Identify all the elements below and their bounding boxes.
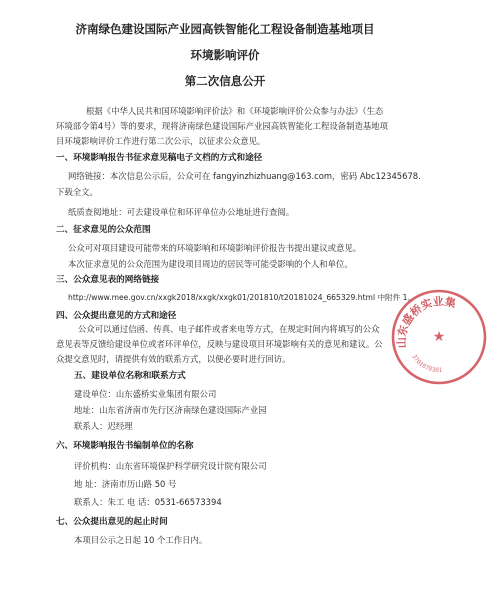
construction-unit: 建设单位：山东盛桥实业集团有限公司 <box>74 389 217 399</box>
assessment-unit: 评价机构：山东省环境保护科学研究设计院有限公司 <box>74 461 267 471</box>
online-access-text: 网络链接：本次信息公示后，公众可在 fangyinzhizhuang@163.com，密码 Abc12345678. <box>68 171 421 181</box>
public-scope-text: 公众可对项目建设可能带来的环境影响和环境影响评价报告书提出建议或意见。 <box>68 243 362 253</box>
feedback-methods-paragraph: 公众可以通过信函、传真、电子邮件或者来电等方式，在规定时间内将填写的公众意见表等反馈给建设单位或者环评单位，反映与建设项目环境影响有关的意见和建议。公众提交意见时，请提供有效的联系方式，以便必要时进行回访。 <box>56 324 383 364</box>
seal-star-icon: ★ <box>432 329 446 345</box>
public-scope-detail: 本次征求意见的公众范围为建设项目周边的居民等可能受影响的个人和单位。 <box>68 259 353 269</box>
seal-text: 山东盛桥实业集 <box>395 294 458 349</box>
section-6-heading: 六、环境影响报告书编制单位的名称 <box>56 441 194 451</box>
construction-unit-contact: 联系人：迟经理 <box>74 421 133 431</box>
paper-access-text: 纸质查阅地址：可去建设单位和环评单位办公地址进行查阅。 <box>68 207 295 217</box>
document-subtitle: 环境影响评价 <box>190 48 260 62</box>
section-2-heading: 二、征求意见的公众范围 <box>56 225 151 235</box>
section-4-heading: 四、公众提出意见的方式和途径 <box>56 311 177 321</box>
assessment-unit-contact: 联系人：朱工 电 话：0531-66573394 <box>74 497 222 507</box>
section-5-heading: 五、建设单位名称和联系方式 <box>74 371 186 381</box>
document-title: 济南绿色建设国际产业园高铁智能化工程设备制造基地项目 <box>75 22 375 36</box>
document-notice-title: 第二次信息公开 <box>184 74 266 88</box>
opinion-form-link[interactable]: http://www.mee.gov.cn/xxgk2018/xxgk/xxgk01/201810/t20181024_665329.html 中附件 1。 <box>68 293 416 302</box>
seal-ring <box>393 291 485 383</box>
download-text: 下载全文。 <box>56 187 98 197</box>
section-7-heading: 七、公众提出意见的起止时间 <box>56 517 168 527</box>
section-3-heading: 三、公众意见表的网络链接 <box>56 275 160 285</box>
comment-period-text: 本项目公示之日起 10 个工作日内。 <box>74 535 208 545</box>
section-1-heading: 一、环境影响报告书征求意见稿电子文档的方式和途径 <box>56 153 263 163</box>
seal-number: 3701078301 <box>410 353 443 375</box>
assessment-unit-address: 地 址：济南市历山路 50 号 <box>74 479 177 489</box>
intro-paragraph: 根据《中华人民共和国环境影响评价法》和《环境影响评价公众参与办法》（生态环境部令第4号）等的要求，现将济南绿色建设国际产业园高铁智能化工程设备制造基地项目环境影响评价工作进行第二次公示，以征求公众意见。 <box>56 106 388 146</box>
construction-unit-address: 地址：山东省济南市先行区济南绿色建设国际产业园 <box>74 405 267 415</box>
